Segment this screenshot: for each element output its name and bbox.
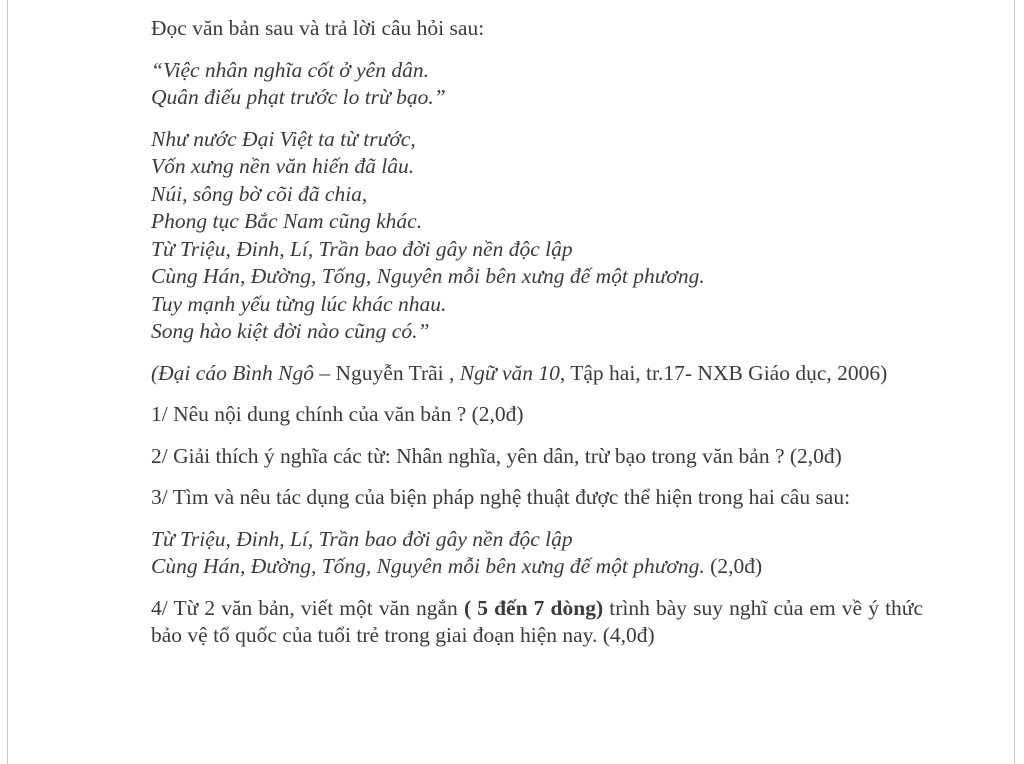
page-edge-right xyxy=(1014,0,1015,764)
quote-intro xyxy=(151,57,923,112)
document-body xyxy=(151,15,923,664)
poem-line: Tuy mạnh yếu từng lúc khác nhau. xyxy=(151,291,447,316)
question-4 xyxy=(151,595,923,650)
question-3-quote-line: Từ Triệu, Đinh, Lí, Trần bao đời gây nền độc lập xyxy=(151,526,573,551)
instruction-line: Đọc văn bản sau và trả lời câu hỏi sau: xyxy=(151,16,485,40)
source-citation xyxy=(151,360,923,388)
page-edge-left xyxy=(7,0,8,764)
source-book: Ngữ văn 10 xyxy=(459,360,560,385)
poem-line: Núi, sông bờ cõi đã chia, xyxy=(151,181,368,206)
question-2 xyxy=(151,443,923,471)
question-1-text: 1/ Nêu nội dung chính của văn bản ? (2,0đ) xyxy=(151,402,524,426)
question-1 xyxy=(151,401,923,429)
poem-block xyxy=(151,126,923,346)
question-3-text: 3/ Tìm và nêu tác dụng của biện pháp nghệ thuật được thể hiện trong hai câu sau: xyxy=(151,485,851,509)
question-3-quote xyxy=(151,526,923,581)
source-author: – Nguyễn Trãi , xyxy=(314,360,460,385)
poem-line: Như nước Đại Việt ta từ trước, xyxy=(151,126,416,151)
question-4-emphasis: ( 5 đến 7 dòng) xyxy=(463,595,604,620)
source-publication: , Tập hai, tr.17- NXB Giáo dục, 2006) xyxy=(559,360,888,385)
poem-line: Song hào kiệt đời nào cũng có.” xyxy=(151,319,430,343)
question-4-text-end: trình bày suy nghĩ của em về ý thức bảo vệ tổ quốc của tuổi trẻ trong giai đoạn hiện nay. (4,0đ) xyxy=(151,595,923,647)
poem-line: Phong tục Bắc Nam cũng khác. xyxy=(151,209,423,233)
source-work: (Đại cáo Bình Ngô xyxy=(151,360,315,385)
question-2-text: 2/ Giải thích ý nghĩa các từ: Nhân nghĩa, yên dân, trừ bạo trong văn bản ? (2,0đ) xyxy=(151,443,842,468)
poem-line: Từ Triệu, Đinh, Lí, Trần bao đời gây nền độc lập xyxy=(151,236,573,261)
instruction-text xyxy=(151,15,923,43)
question-3 xyxy=(151,484,923,512)
quote-line: Quân điếu phạt trước lo trừ bạo.” xyxy=(151,85,446,109)
question-3-points: (2,0đ) xyxy=(704,554,763,578)
poem-line: Cùng Hán, Đường, Tống, Nguyên mỗi bên xưng đế một phương. xyxy=(151,264,705,288)
poem-line: Vốn xưng nền văn hiến đã lâu. xyxy=(151,154,415,178)
question-4-text-start: 4/ Từ 2 văn bản, viết một văn ngắn xyxy=(151,595,464,620)
question-3-quote-line: Cùng Hán, Đường, Tống, Nguyên mỗi bên xưng đế một phương. xyxy=(151,554,705,578)
quote-line: “Việc nhân nghĩa cốt ở yên dân. xyxy=(151,57,429,82)
